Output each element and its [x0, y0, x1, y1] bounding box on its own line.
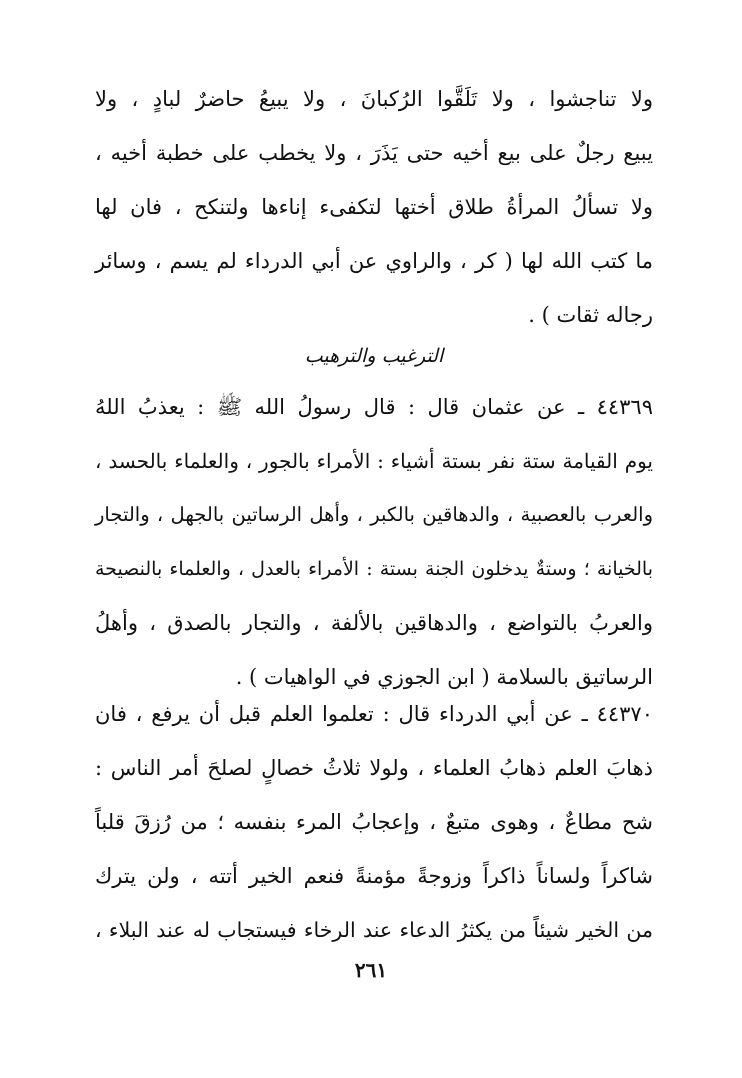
text-line: ذهابَ العلم ذهابُ العلماء ، ولولا ثلاثُ خصالٍ لصلحَ أمر الناس :	[95, 756, 653, 780]
text-line: ٤٤٣٦٩ ـ عن عثمان قال : قال رسولُ الله ﷺ : يعذبُ اللهُ	[95, 395, 653, 419]
text-line: يبيع رجلٌ على بيع أخيه حتى يَذَرَ ، ولا يخطب على خطبة أخيه ،	[95, 141, 653, 165]
text-line: من الخير شيئاً من يكثرُ الدعاء عند الرخاء فيستجاب له عند البلاء ،	[95, 918, 653, 942]
paragraph-continuation	[95, 72, 653, 342]
text-line: والعربُ بالتواضع ، والدهاقين بالألفة ، والتجار بالصدق ، وأهلُ	[95, 611, 653, 635]
text-line: بالخيانة ؛ وستةٌ يدخلون الجنة بستة : الأمراء بالعدل ، والعلماء بالنصيحة	[95, 558, 653, 580]
page-number: ٢٦١	[354, 958, 388, 982]
text-line: الرساتيق بالسلامة ( ابن الجوزي في الواهيات ) .	[235, 665, 653, 689]
text-line: رجاله ثقات ) .	[528, 303, 653, 327]
text-line: والعرب بالعصبية ، والدهاقين بالكبر ، وأهل الرساتين بالجهل ، والتجار	[95, 503, 653, 526]
text-line: شح مطاعٌ ، وهوى متبعٌ ، وإعجابُ المرء بنفسه ؛ من رُزقَ قلباً	[95, 810, 653, 834]
hadith-44370	[95, 687, 653, 957]
text-line: ما كتب الله لها ( كر ، والراوي عن أبي الدرداء لم يسم ، وسائر	[95, 249, 653, 273]
text-line: شاكراً ولساناً ذاكراً وزوجةً مؤمنةً فنعم الخير أتته ، ولن يترك	[95, 864, 653, 888]
hadith-44369	[95, 380, 653, 704]
text-line: ٤٤٣٧٠ ـ عن أبي الدرداء قال : تعلموا العلم قبل أن يرفع ، فان	[95, 702, 653, 726]
text-line: ولا تناجشوا ، ولا تَلَقَّوا الرُكبانَ ، ولا يبيعُ حاضرٌ لبادٍ ، ولا	[95, 87, 653, 111]
section-heading: الترغيب والترهيب	[304, 345, 444, 367]
text-line: يوم القيامة ستة نفر بستة أشياء : الأمراء بالجور ، والعلماء بالحسد ،	[95, 449, 653, 473]
text-line: ولا تسألُ المرأةُ طلاق أختها لتكفىء إناءها ولتنكح ، فان لها	[95, 195, 653, 219]
